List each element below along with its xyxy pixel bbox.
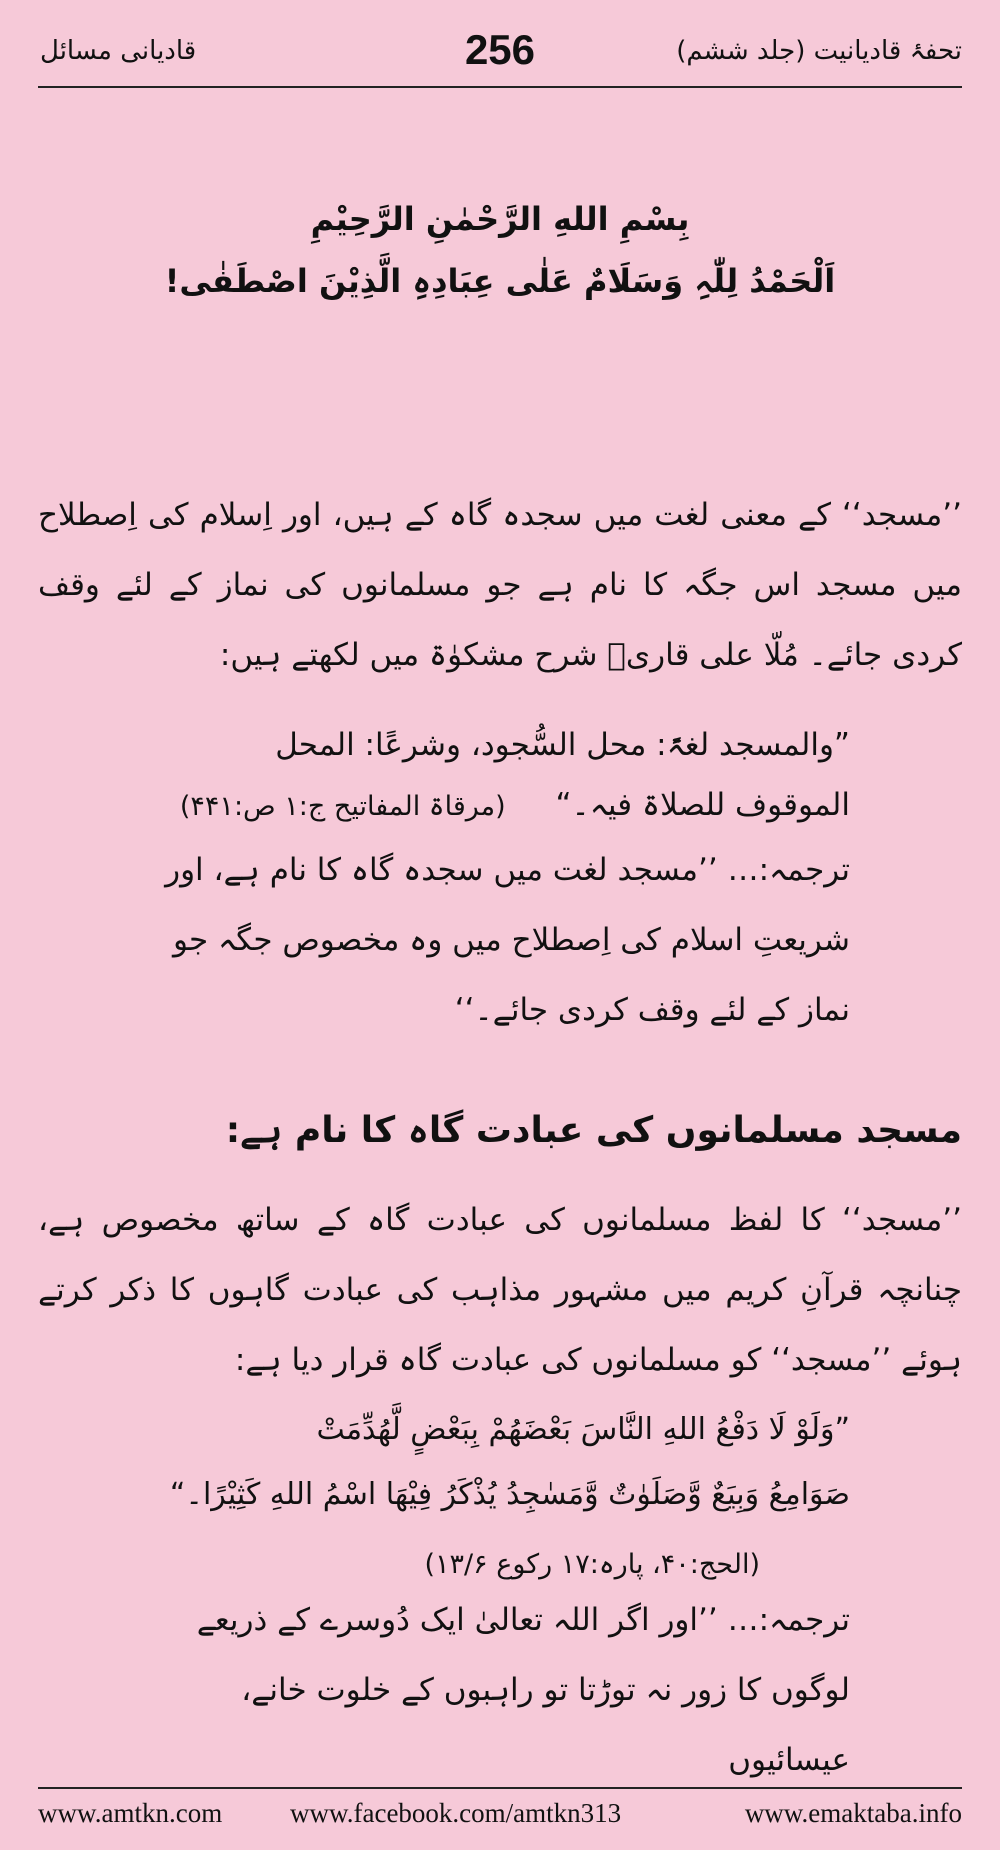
section-heading: مسجد مسلمانوں کی عبادت گاہ کا نام ہے: [225,1110,962,1151]
paragraph-masjid-meaning: ’’مسجد‘‘ کے معنی لغت میں سجدہ گاہ کے ہیں، اور اِسلام کی اِصطلاح میں مسجد اس جگہ کا نام ہے جو مسلمانوں کی نماز کے لئے وقف کردی جائے۔ مُلّا علی قاریؒ شرح مشکوٰۃ میں لکھتے ہیں: [38,497,962,673]
header-book-section: قادیانی مسائل [40,36,197,66]
bismillah: بِسْمِ اللهِ الرَّحْمٰنِ الرَّحِیْمِ [310,200,690,238]
footer-link-facebook[interactable]: www.facebook.com/amtkn313 [290,1798,622,1828]
footer-divider [38,1787,962,1789]
verse-translation: ترجمہ:… ’’اور اگر اللہ تعالیٰ ایک دُوسرے کے ذریعے لوگوں کا زور نہ توڑتا تو راہبوں کے خلوت خانے، عیسائیوں [196,1602,850,1778]
header-book-title: تحفۂ قادیانیت (جلد ششم) [676,36,962,66]
quran-verse-line-2: صَوَامِعُ وَبِیَعٌ وَّصَلَوٰتٌ وَّمَسٰجِدُ یُذْكَرُ فِیْهَا اسْمُ اللهِ كَثِیْرًا۔“ [169,1477,850,1512]
footer-link-emaktaba[interactable]: www.emaktaba.info [744,1798,962,1828]
quote-arabic-text: الموقوف للصلاۃ فیہ۔“ [555,787,850,823]
quote-translation: ترجمہ:… ’’مسجد لغت میں سجدہ گاہ کا نام ہے، اور شریعتِ اسلام کی اِصطلاح میں وہ مخصوص جگہ جو نماز کے لئے وقف کردی جائے۔‘‘ [165,852,850,1028]
quote-arabic-line-2 [160,770,850,842]
quran-verse-line-1: ”وَلَوْ لَا دَفْعُ اللهِ النَّاسَ بَعْضَهُمْ بِبَعْضٍ لَّهُدِّمَتْ [316,1412,850,1447]
quote-reference: (مرقاۃ المفاتیح ج:۱ ص:۴۴۱) [179,791,506,822]
verse-reference: (الحج:۴۰، پارہ:۱۷ رکوع ۱۳/۶) [424,1549,760,1580]
header-divider [38,86,962,88]
paragraph-masjid-specific: ’’مسجد‘‘ کا لفظ مسلمانوں کی عبادت گاہ کے ساتھ مخصوص ہے، چنانچہ قرآنِ کریم میں مشہور مذاہب کی عبادت گاہوں کا ذکر کرتے ہوئے ’’مسجد‘‘ کو مسلمانوں کی عبادت گاہ قرار دیا ہے: [38,1202,962,1378]
footer-link-amtkn[interactable]: www.amtkn.com [38,1798,223,1828]
quote-arabic-line-1: ”والمسجد لغۃً: محل السُّجود، وشرعًا: المحل [275,727,850,763]
page-number: 256 [464,26,536,73]
hamd-line: اَلْحَمْدُ لِلّٰہِ وَسَلَامٌ عَلٰی عِبَادِہِ الَّذِیْنَ اصْطَفٰی! [164,262,836,300]
